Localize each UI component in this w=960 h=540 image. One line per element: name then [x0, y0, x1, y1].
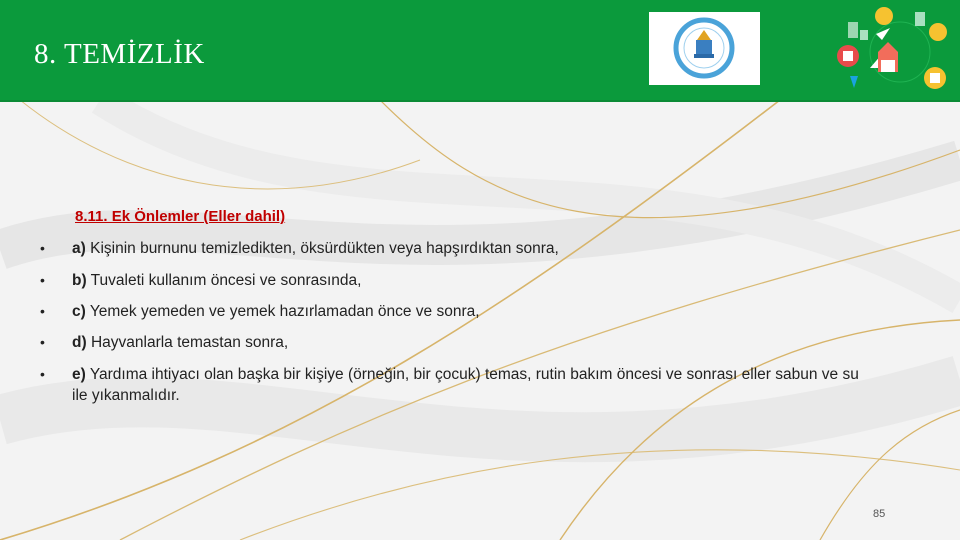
item-letter: e) [72, 366, 86, 383]
section-subheading: 8.11. Ek Önlemler (Eller dahil) [75, 208, 286, 225]
item-letter: b) [72, 272, 87, 289]
item-text: Hayvanlarla temastan sonra, [86, 334, 289, 351]
bullet-icon: • [40, 272, 45, 288]
item-text: Kişinin burnunu temizledikten, öksürdükten veya hapşırdıktan sonra, [85, 240, 559, 257]
bullet-icon: • [40, 334, 45, 350]
header-bar [0, 0, 960, 102]
item-letter: a) [72, 240, 86, 257]
item-letter: d) [72, 334, 87, 351]
school-logo [649, 12, 760, 85]
item-text: Tuvaleti kullanım öncesi ve sonrasında, [86, 272, 362, 289]
item-letter: c) [72, 303, 86, 320]
page-number: 85 [873, 508, 886, 520]
logo-emblem-icon [649, 12, 760, 85]
slide-title: 8. TEMİZLİK [34, 38, 205, 70]
bullet-icon: • [40, 303, 45, 319]
bullet-icon: • [40, 366, 45, 382]
item-text: Yardıma ihtiyacı olan başka bir kişiye (örneğin, bir çocuk) temas, rutin bakım öncesi ve sonrası eller sabun ve su ile yıkanmalıdır. [72, 366, 859, 404]
item-text: Yemek yemeden ve yemek hazırlamadan önce ve sonra, [85, 303, 480, 320]
bullet-icon: • [40, 240, 45, 256]
school-decoration-icon [820, 2, 960, 98]
